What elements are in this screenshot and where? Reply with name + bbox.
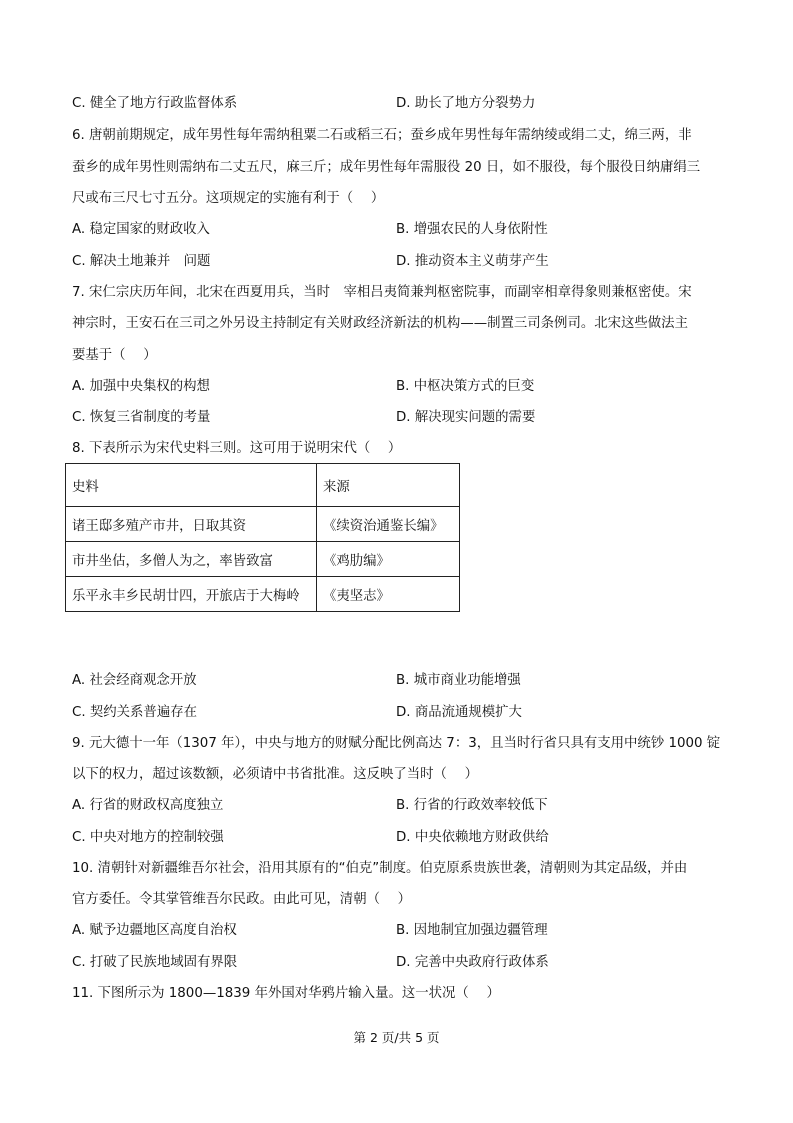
q7-option-c: C. 恢复三省制度的考量 <box>72 410 211 425</box>
q5-option-c: C. 健全了地方行政监督体系 <box>72 96 238 111</box>
q6-option-b: B. 增强农民的人身依附性 <box>396 222 548 237</box>
table-cell-origin: 《鸡肋编》 <box>317 542 460 577</box>
q8-option-a: A. 社会经商观念开放 <box>72 673 197 688</box>
q10-stem-line-2: 官方委任。令其掌管维吾尔民政。由此可见，清朝（ ） <box>72 892 412 907</box>
table-cell-source-text: 市井坐估，多僧人为之，率皆致富 <box>66 542 317 577</box>
q9-stem-line-2: 以下的权力，超过该数额，必须请中书省批准。这反映了当时（ ） <box>72 767 478 782</box>
q9-stem-line-1: 9. 元大德十一年（1307 年），中央与地方的财赋分配比例高达 7：3，且当时行省只具有支用中统钞 1000 锭 <box>72 736 721 751</box>
q8-option-b: B. 城市商业功能增强 <box>396 673 521 688</box>
q10-option-c: C. 打破了民族地域固有界限 <box>72 955 238 970</box>
q6-option-d: D. 推动资本主义萌芽产生 <box>396 254 549 269</box>
q8-source-table <box>65 463 460 612</box>
q10-option-d: D. 完善中央政府行政体系 <box>396 955 549 970</box>
q7-stem-line-1: 7. 宋仁宗庆历年间，北宋在西夏用兵，当时 宰相吕夷简兼判枢密院事，而副宰相章得象则兼枢密使。宋 <box>72 285 692 300</box>
q6-option-c: C. 解决土地兼并 问题 <box>72 254 211 269</box>
q9-option-a: A. 行省的财政权高度独立 <box>72 798 224 813</box>
table-cell-source-text: 诸王邸多殖产市井，日取其资 <box>66 507 317 542</box>
q6-stem-line-2: 蚕乡的成年男性则需纳布二丈五尺，麻三斤；成年男性每年需服役 20 日，如不服役，每个服役日纳庸绢三 <box>72 160 701 175</box>
q9-option-c: C. 中央对地方的控制较强 <box>72 830 224 845</box>
q7-stem-line-2: 神宗时，王安石在三司之外另设主持制定有关财政经济新法的机构——制置三司条例司。北宋这些做法主 <box>72 316 688 331</box>
q7-stem-line-3: 要基于（ ） <box>72 348 157 363</box>
q10-option-b: B. 因地制宜加强边疆管理 <box>396 923 548 938</box>
q6-stem-line-3: 尺或布三尺七寸五分。这项规定的实施有利于（ ） <box>72 191 385 206</box>
q7-option-a: A. 加强中央集权的构想 <box>72 379 210 394</box>
q9-option-d: D. 中央依赖地方财政供给 <box>396 830 549 845</box>
table-cell-origin: 《夷坚志》 <box>317 577 460 612</box>
q6-stem-line-1: 6. 唐朝前期规定，成年男性每年需纳租粟二石或稻三石；蚕乡成年男性每年需纳绫或绢二丈，绵三两，非 <box>72 128 692 143</box>
q8-option-d: D. 商品流通规模扩大 <box>396 705 522 720</box>
q9-option-b: B. 行省的行政效率较低下 <box>396 798 548 813</box>
q10-stem-line-1: 10. 清朝针对新疆维吾尔社会，沿用其原有的“伯克”制度。伯克原系贵族世袭，清朝则为其定品级，并由 <box>72 861 688 876</box>
q7-option-b: B. 中枢决策方式的巨变 <box>396 379 535 394</box>
q10-option-a: A. 赋予边疆地区高度自治权 <box>72 923 237 938</box>
q8-stem: 8. 下表所示为宋代史料三则。这可用于说明宋代（ ） <box>72 441 402 456</box>
q8-option-c: C. 契约关系普遍存在 <box>72 705 197 720</box>
table-header-origin: 来源 <box>317 464 460 507</box>
q6-option-a: A. 稳定国家的财政收入 <box>72 222 210 237</box>
page-footer: 第 2 页/共 5 页 <box>353 1030 440 1045</box>
q5-option-d: D. 助长了地方分裂势力 <box>396 96 536 111</box>
q7-option-d: D. 解决现实问题的需要 <box>396 410 536 425</box>
table-row <box>66 577 460 612</box>
table-cell-origin: 《续资治通鉴长编》 <box>317 507 460 542</box>
table-header-source-text: 史料 <box>66 464 317 507</box>
q11-stem: 11. 下图所示为 1800—1839 年外国对华鸦片输入量。这一状况（ ） <box>72 986 500 1001</box>
table-row <box>66 542 460 577</box>
table-header-row <box>66 464 460 507</box>
table-row <box>66 507 460 542</box>
table-cell-source-text: 乐平永丰乡民胡廿四，开旅店于大梅岭 <box>66 577 317 612</box>
